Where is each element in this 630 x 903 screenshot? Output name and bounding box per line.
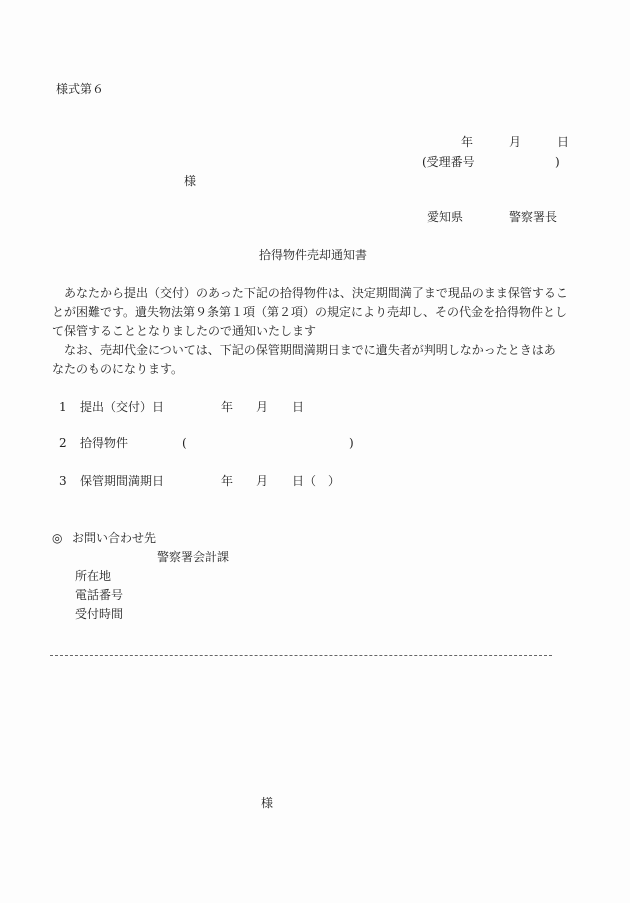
sender-prefecture: 愛知県: [427, 210, 464, 224]
date-day: 日: [557, 135, 570, 149]
item-month: 月: [256, 400, 269, 414]
reception-number-label: (受理番号: [422, 155, 475, 169]
document-title: 拾得物件売却通知書: [259, 248, 368, 262]
double-circle-icon: ◎: [52, 531, 63, 545]
body-line: あなたから提出（交付）のあった下記の拾得物件は、決定期間満了まで現品のまま保管するこ: [52, 286, 568, 300]
item-label: 保管期間満期日: [80, 474, 165, 488]
item-label: 提出（交付）日: [80, 400, 165, 414]
reception-number-close: ): [555, 155, 560, 169]
item-year: 年: [221, 400, 234, 414]
item-number: 2: [59, 436, 67, 450]
body-line: て保管することとなりましたので通知いたします: [52, 324, 317, 338]
contact-address-label: 所在地: [75, 569, 112, 583]
item-paren-close: ): [349, 436, 354, 450]
contact-hours-label: 受付時間: [75, 607, 124, 621]
date-month: 月: [509, 135, 522, 149]
item-number: 3: [59, 474, 67, 488]
item-paren-open: (: [182, 436, 187, 450]
recipient-honorific: 様: [184, 174, 197, 188]
item-day: 日（ ）: [292, 474, 341, 488]
sender-office: 警察署長: [509, 210, 558, 224]
contact-department: 警察署会計課: [157, 550, 230, 564]
date-year: 年: [461, 135, 474, 149]
form-number: 様式第６: [56, 82, 105, 96]
cut-line-divider: [50, 655, 552, 656]
lower-recipient-honorific: 様: [261, 796, 274, 810]
body-line: なお、売却代金については、下記の保管期間満期日までに遺失者が判明しなかったときはあ: [52, 343, 556, 357]
item-year: 年: [221, 474, 234, 488]
item-label: 拾得物件: [80, 436, 129, 450]
body-paragraph-2: [52, 341, 562, 379]
contact-phone-label: 電話番号: [75, 588, 124, 602]
body-line: なたのものになります。: [52, 362, 184, 376]
item-month: 月: [256, 474, 269, 488]
item-day: 日: [292, 400, 305, 414]
body-paragraph-1: [52, 284, 568, 341]
item-number: 1: [59, 400, 67, 414]
contact-heading: お問い合わせ先: [72, 531, 157, 545]
body-line: とが困難です。遺失物法第９条第１項（第２項）の規定により売却し、その代金を拾得物件とし: [52, 305, 568, 319]
